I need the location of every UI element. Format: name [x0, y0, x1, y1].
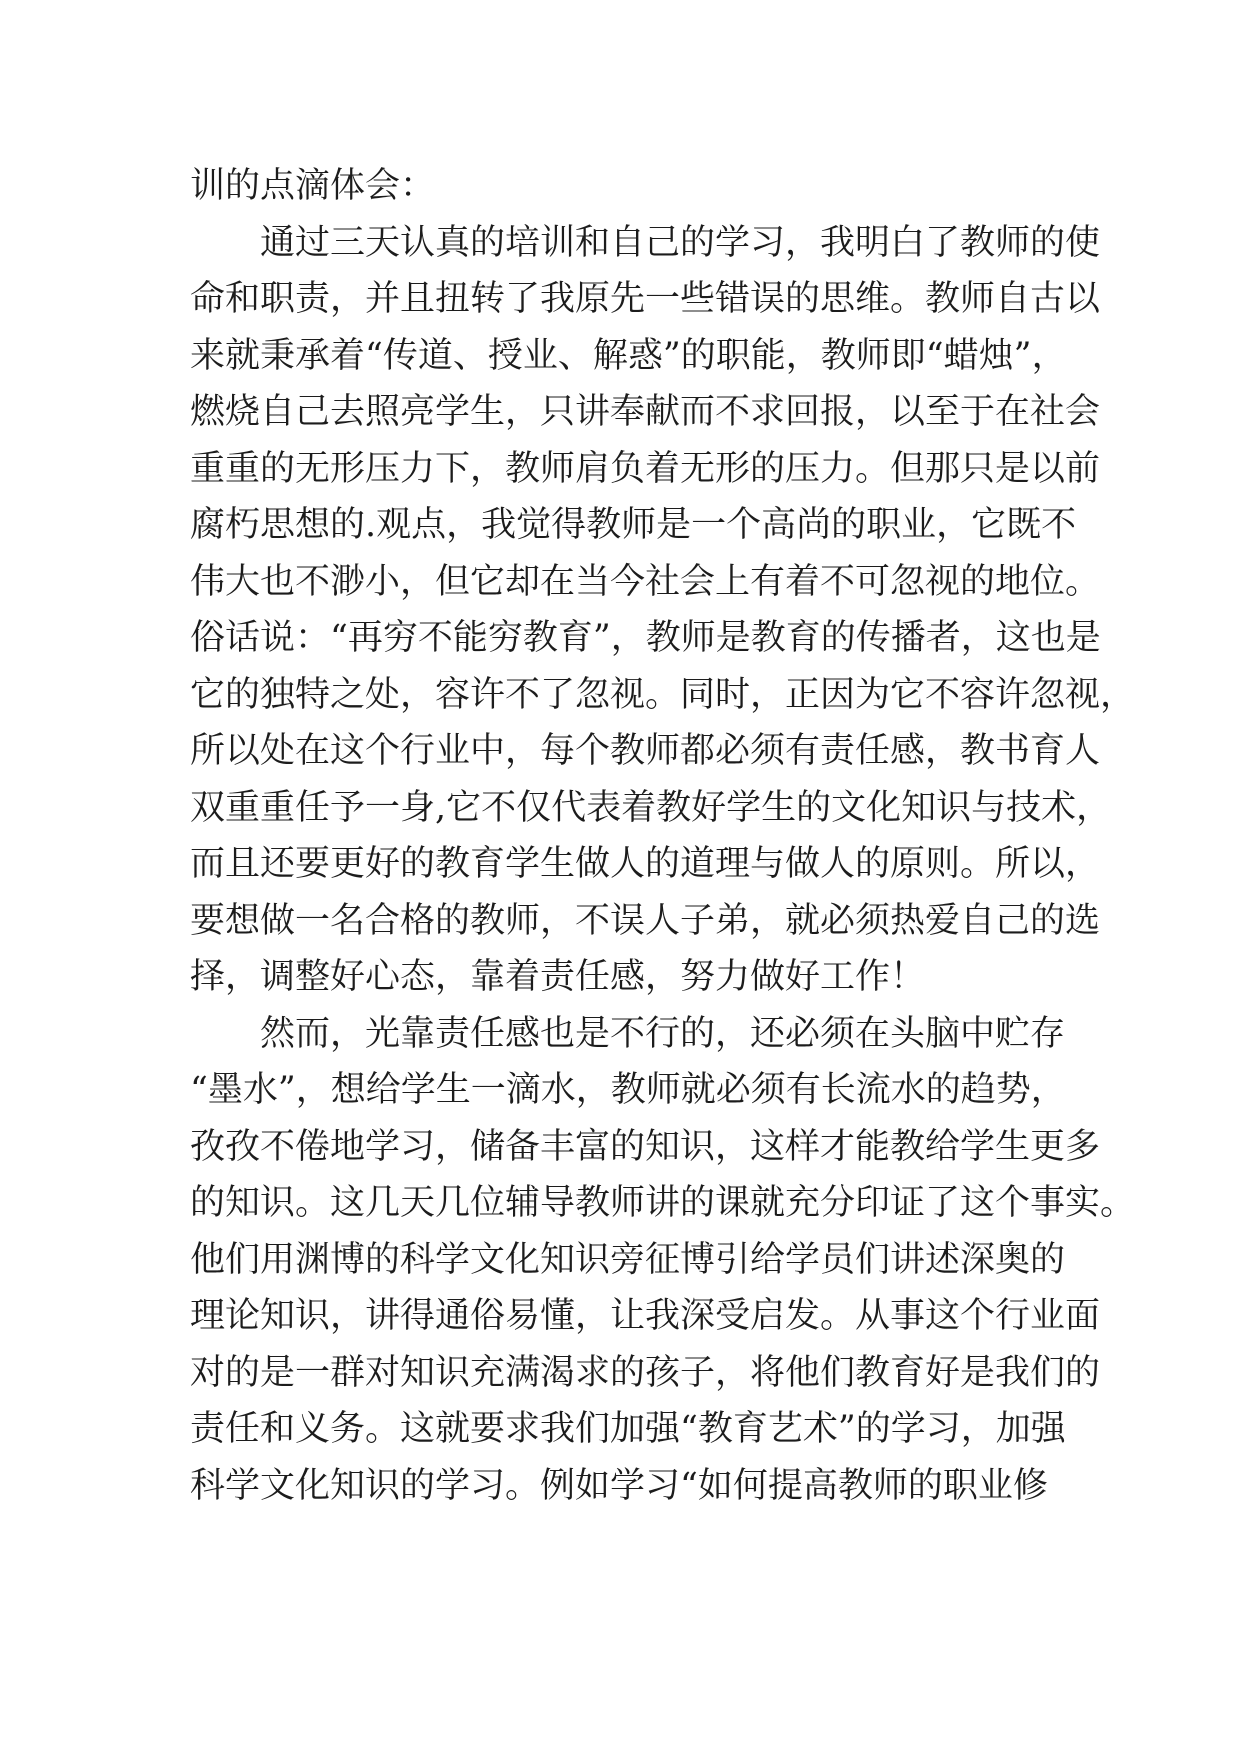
text-line: 要想做一名合格的教师，不误人子弟，就必须热爱自己的选 — [190, 900, 1101, 941]
text-line: 双重重任予一身,它不仅代表着教好学生的文化知识与技术， — [190, 787, 1112, 828]
text-line: 他们用渊博的科学文化知识旁征博引给学员们讲述深奥的 — [190, 1239, 1066, 1280]
text-line: 科学文化知识的学习。例如学习“如何提高教师的职业修 — [190, 1465, 1048, 1506]
paragraph — [190, 215, 1136, 1006]
text-line: 择，调整好心态，靠着责任感，努力做好工作！ — [190, 957, 926, 997]
paragraph — [190, 158, 1070, 215]
text-line: 的知识。这几天几位辅导教师讲的课就充分印证了这个事实。 — [190, 1183, 1136, 1223]
paragraph — [190, 1006, 1136, 1515]
text-line: 对的是一群对知识充满渴求的孩子，将他们教育好是我们的 — [190, 1352, 1101, 1393]
text-line: “墨水”，想给学生一滴水，教师就必须有长流水的趋势， — [190, 1070, 1066, 1110]
text-line: 重重的无形压力下，教师肩负着无形的压力。但那只是以前 — [190, 448, 1101, 489]
text-line: 命和职责，并且扭转了我原先一些错误的思维。教师自古以 — [190, 279, 1101, 319]
text-line: 俗话说：“再穷不能穷教育”，教师是教育的传播者，这也是 — [190, 618, 1101, 658]
text-line: 然而，光靠责任感也是不行的，还必须在头脑中贮存 — [260, 1013, 1066, 1054]
text-line: 腐朽思想的.观点，我觉得教师是一个高尚的职业，它既不 — [190, 505, 1077, 545]
text-line: 通过三天认真的培训和自己的学习，我明白了教师的使 — [260, 222, 1101, 263]
text-line: 来就秉承着“传道、授业、解惑”的职能，教师即“蜡烛”， — [190, 335, 1067, 376]
text-line: 燃烧自己去照亮学生，只讲奉献而不求回报，以至于在社会 — [190, 392, 1101, 432]
text-line: 理论知识，讲得通俗易懂，让我深受启发。从事这个行业面 — [190, 1296, 1101, 1336]
text-line: 它的独特之处，容许不了忽视。同时，正因为它不容许忽视， — [190, 674, 1136, 715]
text-line: 伟大也不渺小，但它却在当今社会上有着不可忽视的地位。 — [190, 561, 1101, 602]
text-line: 训的点滴体会： — [190, 166, 436, 206]
text-line: 责任和义务。这就要求我们加强“教育艺术”的学习，加强 — [190, 1409, 1066, 1449]
text-line: 所以处在这个行业中，每个教师都必须有责任感，教书育人 — [190, 731, 1101, 771]
text-line: 孜孜不倦地学习，储备丰富的知识，这样才能教给学生更多 — [190, 1126, 1101, 1167]
text-line: 而且还要更好的教育学生做人的道理与做人的原则。所以， — [190, 844, 1101, 884]
document-body — [190, 158, 1136, 1514]
